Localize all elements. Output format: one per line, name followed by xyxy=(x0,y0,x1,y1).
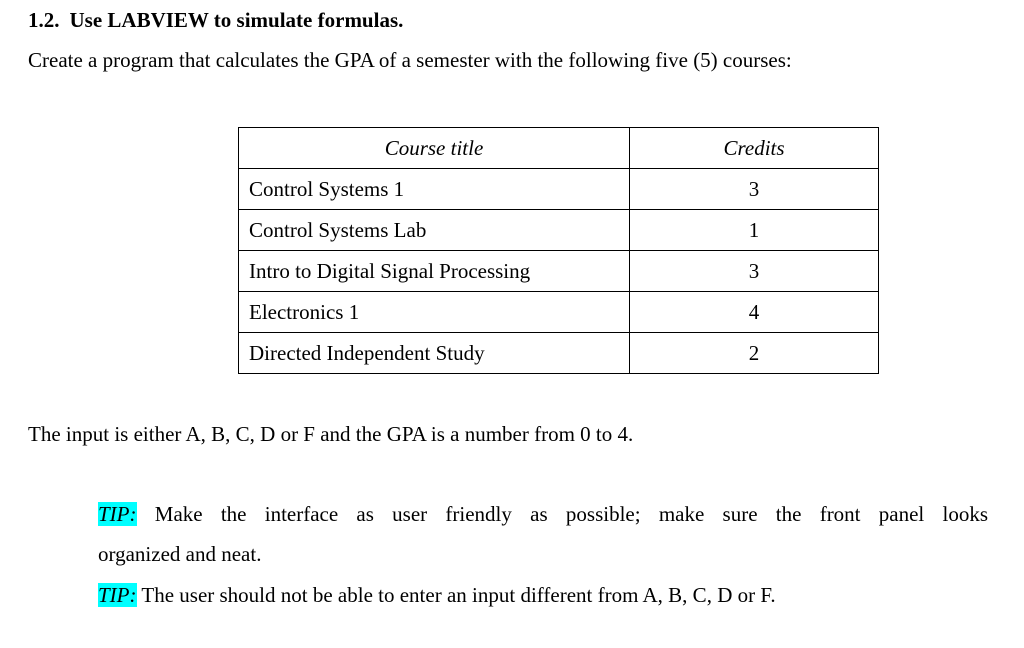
tip-1 xyxy=(98,494,988,574)
tip-1-line-1 xyxy=(98,494,988,534)
course-title-cell: Electronics 1 xyxy=(239,292,630,333)
credits-cell: 2 xyxy=(630,333,879,374)
section-number: 1.2. xyxy=(28,8,60,32)
credits-cell: 1 xyxy=(630,210,879,251)
courses-table xyxy=(238,127,879,374)
table-row xyxy=(239,210,879,251)
input-note: The input is either A, B, C, D or F and the GPA is a number from 0 to 4. xyxy=(28,422,634,446)
tip-1-line-2: organized and neat. xyxy=(98,542,262,566)
tip-label: TIP: xyxy=(98,583,137,607)
credits-cell: 3 xyxy=(630,251,879,292)
table-row xyxy=(239,251,879,292)
table-row xyxy=(239,292,879,333)
intro-paragraph: Create a program that calculates the GPA of a semester with the following five (5) courses: xyxy=(28,48,792,72)
tip-2-text: The user should not be able to enter an input different from A, B, C, D or F. xyxy=(141,583,776,607)
course-title-cell: Control Systems 1 xyxy=(239,169,630,210)
table-row xyxy=(239,333,879,374)
table-row xyxy=(239,169,879,210)
header-course-title: Course title xyxy=(239,128,630,169)
tip-label: TIP: xyxy=(98,502,137,526)
table-header-row xyxy=(239,128,879,169)
section-heading xyxy=(28,6,403,34)
course-title-cell: Directed Independent Study xyxy=(239,333,630,374)
tip-2 xyxy=(98,575,988,615)
credits-cell: 4 xyxy=(630,292,879,333)
course-title-cell: Intro to Digital Signal Processing xyxy=(239,251,630,292)
tip-1-text: Make the interface as user friendly as possible; make sure the front panel looks xyxy=(154,502,989,526)
course-title-cell: Control Systems Lab xyxy=(239,210,630,251)
credits-cell: 3 xyxy=(630,169,879,210)
section-title: Use LABVIEW to simulate formulas. xyxy=(69,8,404,32)
header-credits: Credits xyxy=(630,128,879,169)
